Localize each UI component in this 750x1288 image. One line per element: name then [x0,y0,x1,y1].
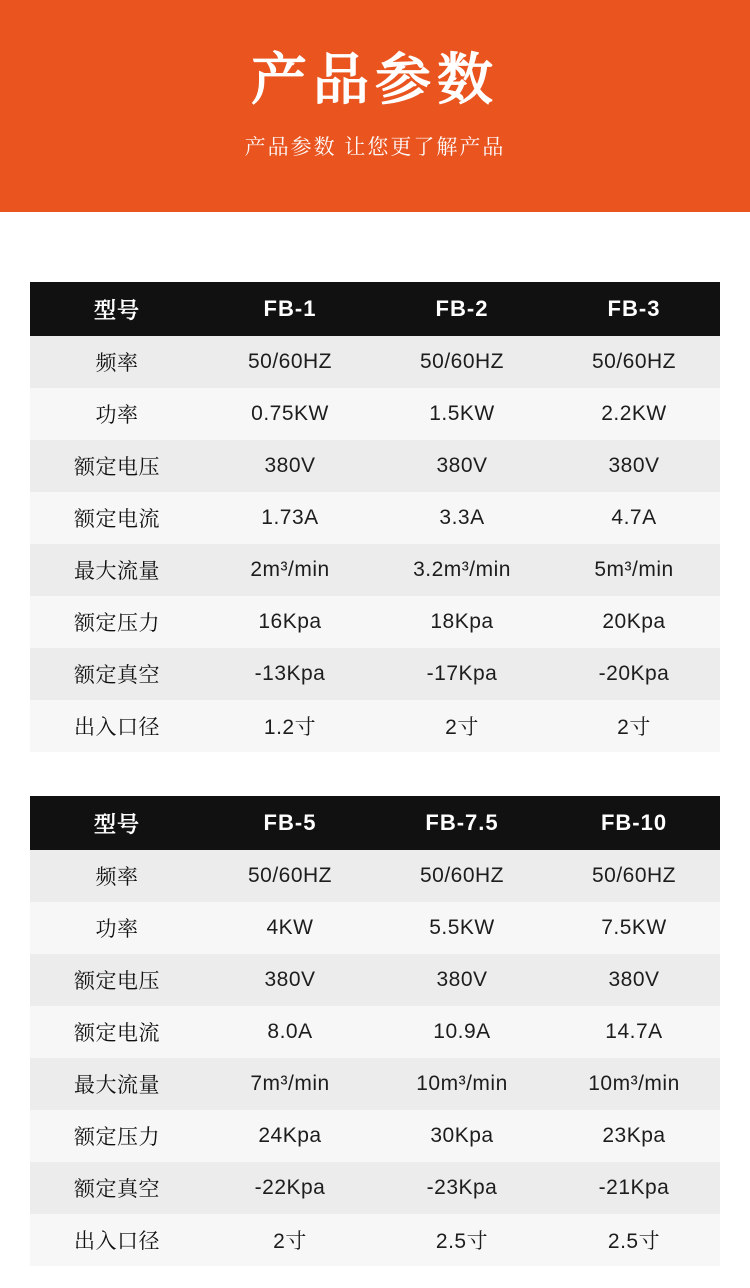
row-value: 50/60HZ [548,850,720,902]
row-value: 1.2寸 [204,700,376,752]
row-label: 额定压力 [30,596,204,648]
row-value: 380V [204,440,376,492]
row-value: 3.3A [376,492,548,544]
row-label: 额定电压 [30,954,204,1006]
spec-table-1-header [30,282,720,336]
row-value: 0.75KW [204,388,376,440]
row-value: 50/60HZ [376,850,548,902]
column-header-fb5: FB-5 [204,796,376,850]
row-label: 出入口径 [30,1214,204,1266]
row-value: 10m³/min [376,1058,548,1110]
row-value: 20Kpa [548,596,720,648]
table-row [30,1110,720,1162]
table-row [30,492,720,544]
spec-tables-container [0,282,750,1288]
table-row [30,440,720,492]
row-value: 50/60HZ [204,336,376,388]
table-row [30,850,720,902]
table-row [30,544,720,596]
row-value: 8.0A [204,1006,376,1058]
row-label: 频率 [30,850,204,902]
column-header-fb3: FB-3 [548,282,720,336]
table-row [30,954,720,1006]
spec-table-2-body [30,850,720,1266]
row-value: -13Kpa [204,648,376,700]
row-value: 2.5寸 [548,1214,720,1266]
row-value: 4KW [204,902,376,954]
spec-table-2-header [30,796,720,850]
row-label: 额定压力 [30,1110,204,1162]
row-value: -17Kpa [376,648,548,700]
table-row [30,648,720,700]
row-value: 380V [548,440,720,492]
page-title: 产品参数 [251,48,499,111]
row-value: 50/60HZ [376,336,548,388]
row-value: 16Kpa [204,596,376,648]
row-value: 380V [548,954,720,1006]
column-header-fb2: FB-2 [376,282,548,336]
row-value: 24Kpa [204,1110,376,1162]
row-value: 14.7A [548,1006,720,1058]
row-value: 18Kpa [376,596,548,648]
table-row [30,700,720,752]
table-header-row [30,282,720,336]
table-row [30,336,720,388]
row-value: 1.73A [204,492,376,544]
row-label: 额定真空 [30,648,204,700]
spec-table-1 [30,282,720,752]
row-value: 7m³/min [204,1058,376,1110]
row-label: 功率 [30,388,204,440]
column-header-fb75: FB-7.5 [376,796,548,850]
spec-table-2 [30,796,720,1266]
table-row [30,902,720,954]
table-row [30,596,720,648]
row-value: 7.5KW [548,902,720,954]
row-value: 5.5KW [376,902,548,954]
row-value: 23Kpa [548,1110,720,1162]
row-value: 380V [376,440,548,492]
row-value: -20Kpa [548,648,720,700]
row-value: 380V [376,954,548,1006]
column-header-fb10: FB-10 [548,796,720,850]
row-label: 额定电流 [30,492,204,544]
row-value: 30Kpa [376,1110,548,1162]
row-label: 额定电流 [30,1006,204,1058]
row-value: 2.5寸 [376,1214,548,1266]
column-header-fb1: FB-1 [204,282,376,336]
table-row [30,1214,720,1266]
row-label: 最大流量 [30,1058,204,1110]
table-row [30,1162,720,1214]
row-value: 2寸 [204,1214,376,1266]
row-label: 额定电压 [30,440,204,492]
table-row [30,1006,720,1058]
row-label: 额定真空 [30,1162,204,1214]
row-value: 380V [204,954,376,1006]
row-value: 50/60HZ [204,850,376,902]
row-value: 3.2m³/min [376,544,548,596]
row-value: 2m³/min [204,544,376,596]
bottom-spacer [30,1266,720,1288]
table-header-row [30,796,720,850]
row-value: -23Kpa [376,1162,548,1214]
row-value: 10.9A [376,1006,548,1058]
column-header-model: 型号 [30,282,204,336]
row-label: 功率 [30,902,204,954]
row-value: -21Kpa [548,1162,720,1214]
row-value: -22Kpa [204,1162,376,1214]
row-label: 出入口径 [30,700,204,752]
spec-table-1-body [30,336,720,752]
row-value: 5m³/min [548,544,720,596]
page-subtitle: 产品参数 让您更了解产品 [244,136,506,159]
table-row [30,1058,720,1110]
row-value: 10m³/min [548,1058,720,1110]
row-value: 2寸 [548,700,720,752]
row-value: 50/60HZ [548,336,720,388]
row-label: 最大流量 [30,544,204,596]
page-banner [0,0,750,212]
row-value: 4.7A [548,492,720,544]
table-row [30,388,720,440]
row-value: 2寸 [376,700,548,752]
column-header-model: 型号 [30,796,204,850]
row-label: 频率 [30,336,204,388]
row-value: 2.2KW [548,388,720,440]
row-value: 1.5KW [376,388,548,440]
